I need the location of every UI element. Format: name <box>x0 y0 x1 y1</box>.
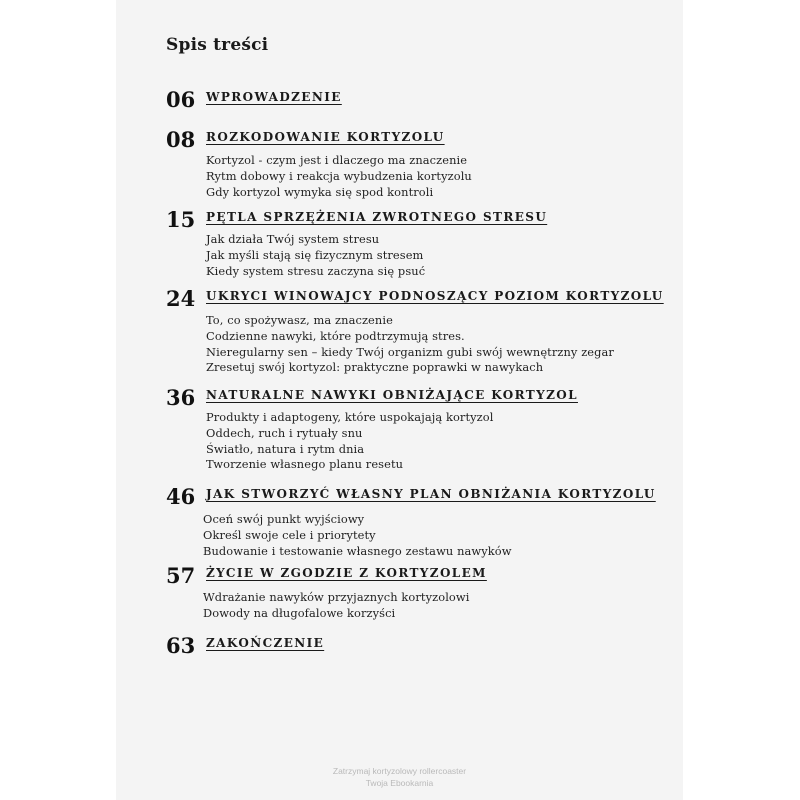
subsection-item: Określ swoje cele i priorytety <box>203 527 376 542</box>
subsection-item: Światło, natura i rytm dnia <box>206 441 365 456</box>
subsection-item: Codzienne nawyki, które podtrzymują stres. <box>206 328 465 343</box>
subsection-item: Budowanie i testowanie własnego zestawu nawyków <box>203 543 512 558</box>
subsection-list <box>203 512 512 559</box>
subsection-item: Jak myśli stają się fizycznym stresem <box>206 247 424 262</box>
chapter-title[interactable]: WPROWADZENIE <box>206 90 342 104</box>
page-title: Spis treści <box>166 35 269 55</box>
page-number: 36 <box>166 385 196 410</box>
subsection-list <box>206 232 425 279</box>
chapter-title[interactable]: ŻYCIE W ZGODZIE Z KORTYZOLEM <box>206 566 487 580</box>
subsection-list <box>206 313 614 376</box>
chapter-title[interactable]: UKRYCI WINOWAJCY PODNOSZĄCY POZIOM KORTYZOLU <box>206 289 664 303</box>
subsection-item: Dowody na długofalowe korzyści <box>203 605 396 620</box>
subsection-item: Kiedy system stresu zaczyna się psuć <box>206 263 426 278</box>
subsection-list <box>206 410 493 473</box>
chapter-title[interactable]: ROZKODOWANIE KORTYZOLU <box>206 130 445 144</box>
footer-line: Zatrzymaj kortyzolowy rollercoaster <box>332 766 467 776</box>
subsection-item: Rytm dobowy i reakcja wybudzenia kortyzolu <box>206 168 472 183</box>
document-page <box>116 0 683 800</box>
subsection-item: Wdrażanie nawyków przyjaznych kortyzolowi <box>203 590 470 604</box>
subsection-item: Gdy kortyzol wymyka się spod kontroli <box>206 184 434 199</box>
subsection-item: Oddech, ruch i rytuały snu <box>206 425 363 440</box>
footer-line: Twoja Ebookarnia <box>365 778 434 788</box>
page-number: 06 <box>166 87 196 112</box>
page-number: 46 <box>166 484 196 509</box>
chapter-title[interactable]: PĘTLA SPRZĘŻENIA ZWROTNEGO STRESU <box>206 210 548 224</box>
page-number: 24 <box>166 286 196 311</box>
page-number: 08 <box>166 127 196 152</box>
subsection-item: Kortyzol - czym jest i dlaczego ma znaczenie <box>206 153 468 167</box>
subsection-item: Nieregularny sen – kiedy Twój organizm gubi swój wewnętrzny zegar <box>206 344 614 359</box>
subsection-item: To, co spożywasz, ma znaczenie <box>206 313 393 327</box>
subsection-item: Produkty i adaptogeny, które uspokajają kortyzol <box>206 410 494 424</box>
subsection-item: Zresetuj swój kortyzol: praktyczne poprawki w nawykach <box>206 360 544 375</box>
chapter-title[interactable]: JAK STWORZYĆ WŁASNY PLAN OBNIŻANIA KORTYZOLU <box>206 487 656 501</box>
subsection-item: Tworzenie własnego planu resetu <box>206 457 404 472</box>
subsection-item: Oceń swój punkt wyjściowy <box>203 512 365 526</box>
subsection-list <box>203 590 470 622</box>
page-number: 57 <box>166 563 196 588</box>
page-number: 15 <box>166 207 196 232</box>
subsection-list <box>206 153 472 200</box>
subsection-item: Jak działa Twój system stresu <box>206 232 380 246</box>
page-number: 63 <box>166 633 196 658</box>
chapter-title[interactable]: ZAKOŃCZENIE <box>206 636 325 650</box>
chapter-title[interactable]: NATURALNE NAWYKI OBNIŻAJĄCE KORTYZOL <box>206 388 578 402</box>
